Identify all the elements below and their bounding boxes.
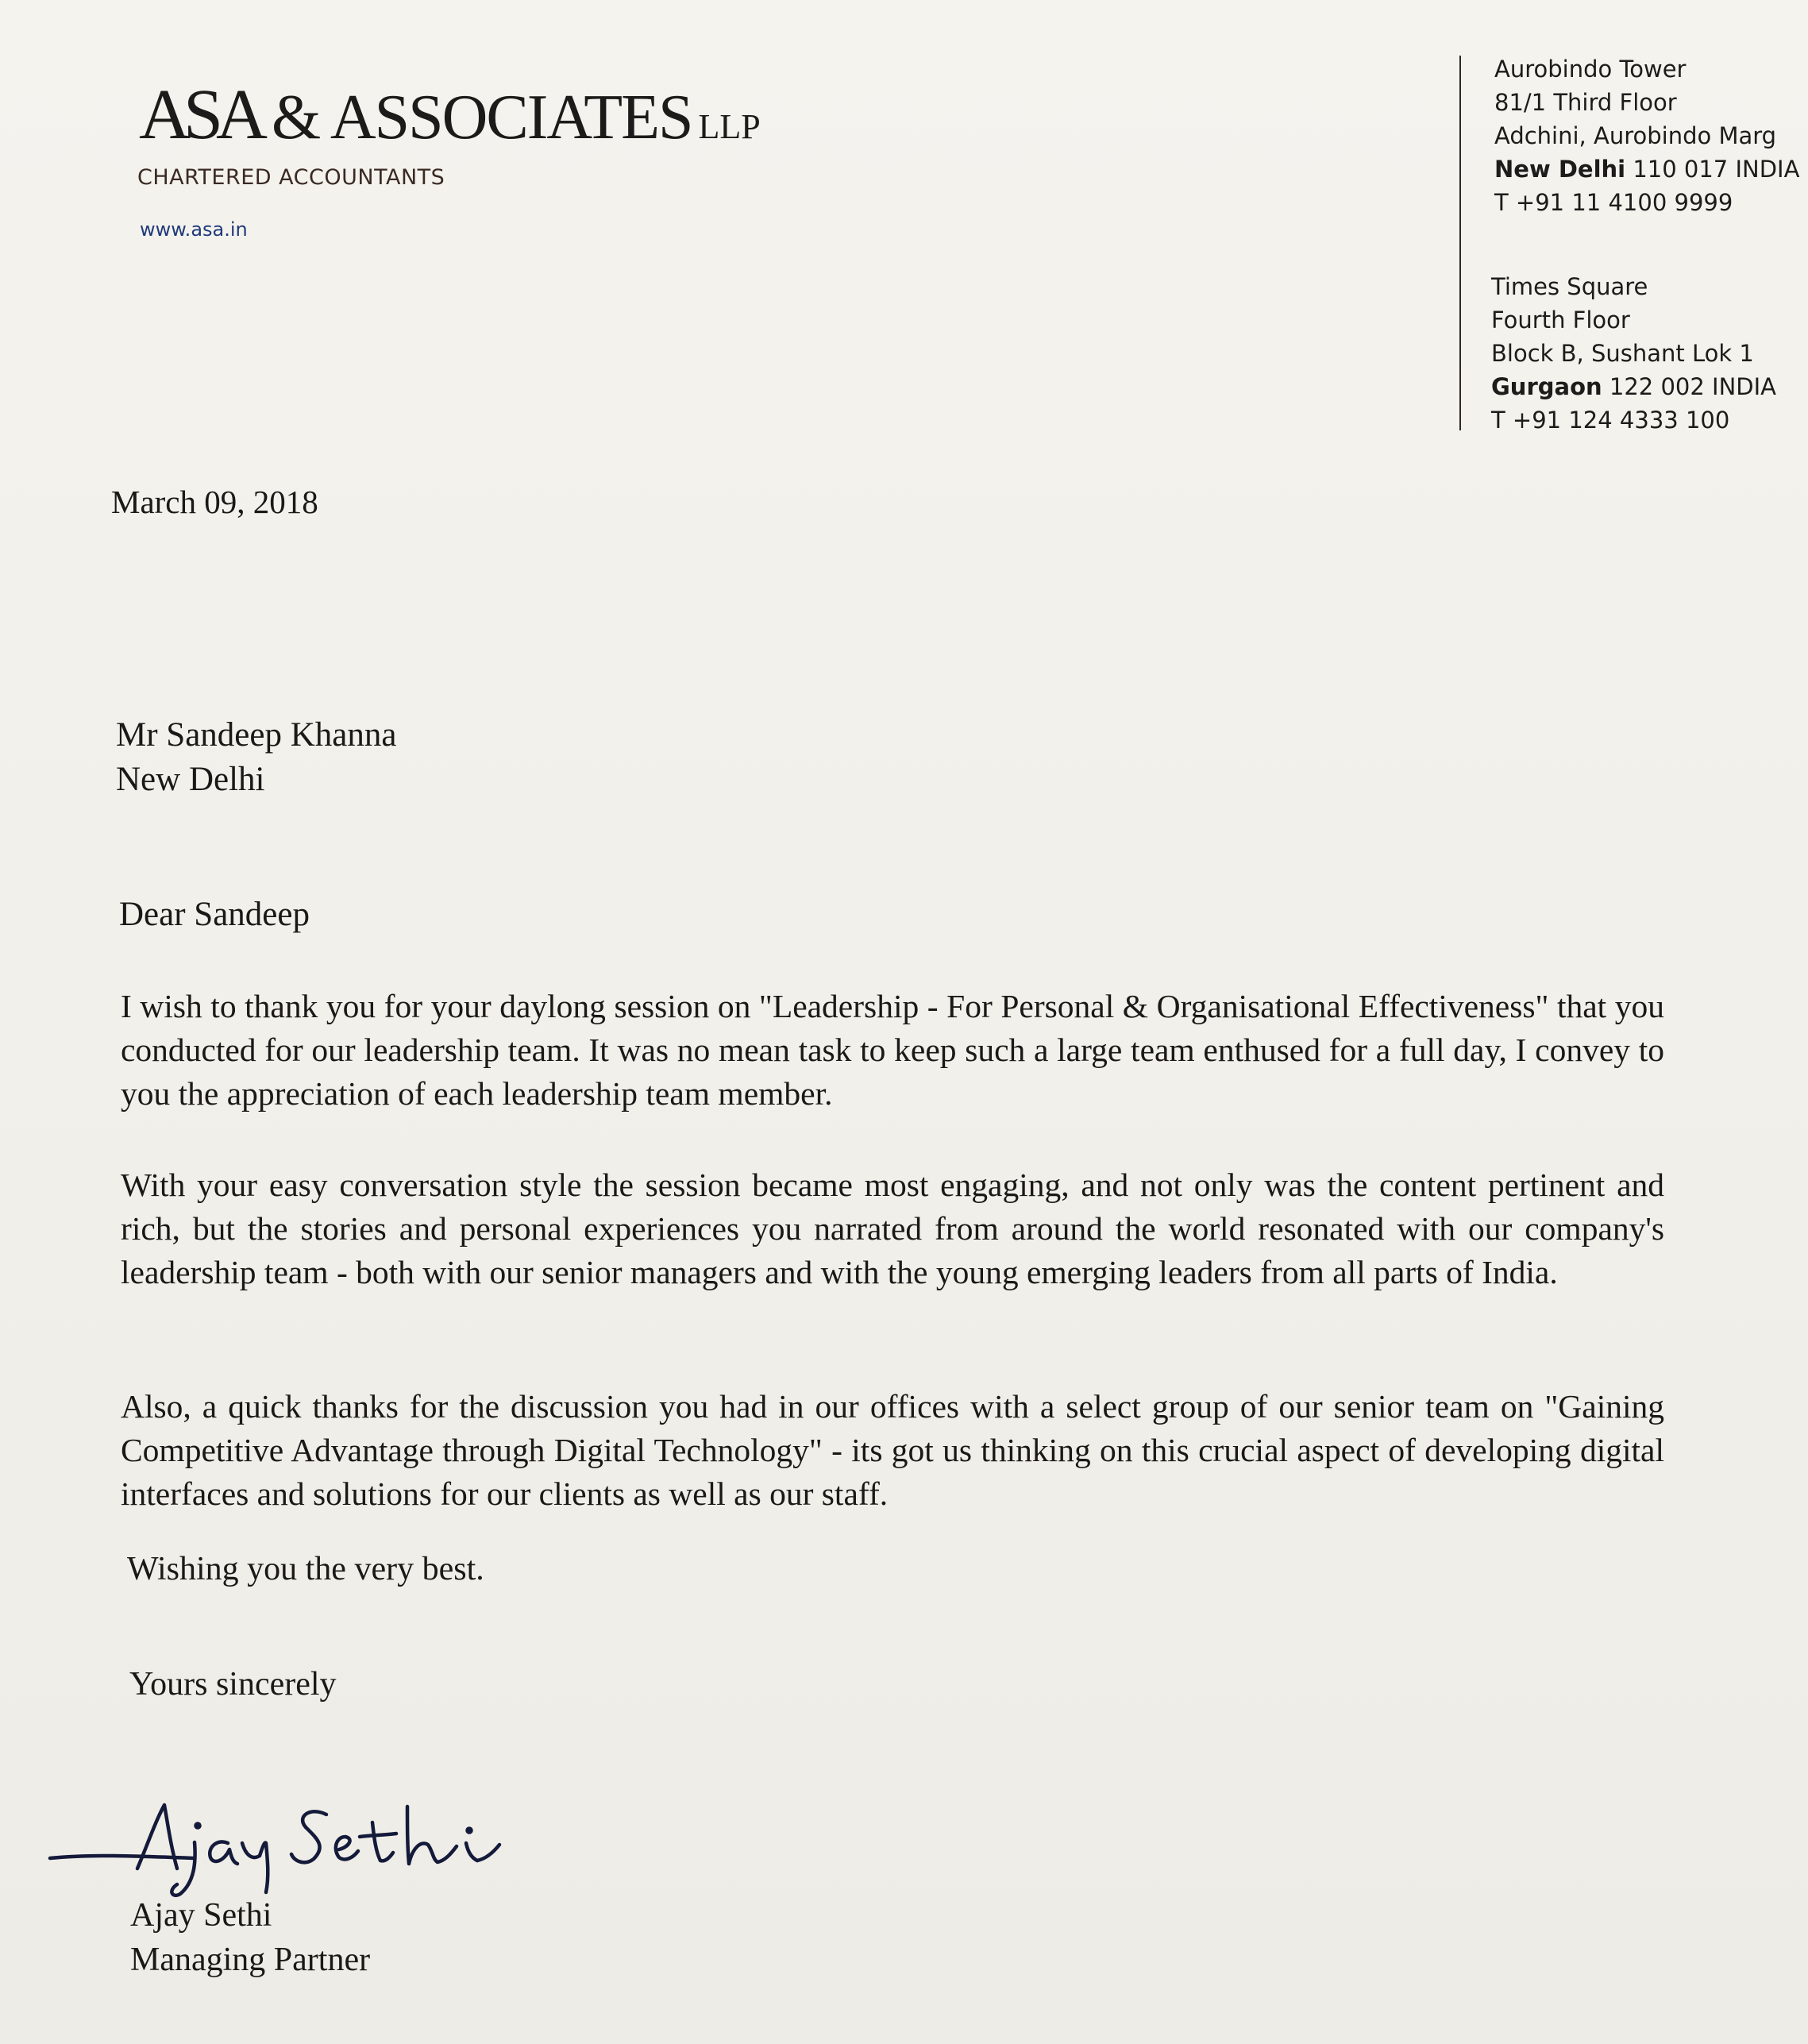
logo-asa: ASA <box>139 75 261 154</box>
address-divider <box>1459 56 1461 430</box>
address-city-line <box>1491 370 1776 403</box>
office-address-gurgaon <box>1491 270 1776 437</box>
signer-title: Managing Partner <box>130 1942 371 1978</box>
body-paragraph-1: I wish to thank you for your daylong session on "Leadership - For Personal & Organisational Effectiveness" that you conducted for our leadership team. It was no mean task to keep such a large team enthused for a full day, I convey to you the appreciation of each leadership team member. <box>121 988 1664 1112</box>
signer-name: Ajay Sethi <box>130 1897 272 1934</box>
address-city-line <box>1494 152 1799 186</box>
recipient-name: Mr Sandeep Khanna <box>116 716 397 754</box>
company-website: www.asa.in <box>140 218 248 241</box>
letter-date: March 09, 2018 <box>111 484 318 520</box>
address-line: Aurobindo Tower <box>1494 56 1687 83</box>
company-tagline: CHARTERED ACCOUNTANTS <box>137 165 445 190</box>
logo-llp: LLP <box>698 107 761 146</box>
salutation: Dear Sandeep <box>119 896 310 933</box>
closing-salutation: Yours sincerely <box>129 1666 337 1703</box>
recipient-city: New Delhi <box>116 761 265 798</box>
address-postal: 122 002 INDIA <box>1609 373 1776 400</box>
handwritten-signature <box>44 1767 560 1902</box>
address-phone: T +91 124 4333 100 <box>1491 407 1730 434</box>
closing-wish: Wishing you the very best. <box>127 1551 484 1587</box>
address-line: Adchini, Aurobindo Marg <box>1494 122 1777 149</box>
address-city: New Delhi <box>1494 156 1626 183</box>
address-line: Times Square <box>1491 273 1648 300</box>
address-phone: T +91 11 4100 9999 <box>1494 189 1733 216</box>
address-line: 81/1 Third Floor <box>1494 89 1677 116</box>
body-paragraph-3: Also, a quick thanks for the discussion you had in our offices with a select group of our senior team on "Gaining Competitive Advantage through Digital Technology" - its got us thinking on this crucial aspect of developing digital interfaces and solutions for our clients as well as our staff. <box>121 1388 1664 1512</box>
address-city: Gurgaon <box>1491 373 1602 400</box>
address-line: Block B, Sushant Lok 1 <box>1491 340 1754 367</box>
body-paragraph-2: With your easy conversation style the session became most engaging, and not only was the content pertinent and rich, but the stories and personal experiences you narrated from around the world resonated with our company's leadership team - both with our senior managers and with the young emerging leaders from all parts of India. <box>121 1167 1664 1290</box>
logo-associates: & ASSOCIATES <box>272 83 692 152</box>
office-address-new-delhi <box>1494 52 1799 219</box>
address-line: Fourth Floor <box>1491 307 1630 334</box>
company-logo <box>139 75 761 154</box>
recipient-block <box>116 713 396 802</box>
address-postal: 110 017 INDIA <box>1633 156 1800 183</box>
